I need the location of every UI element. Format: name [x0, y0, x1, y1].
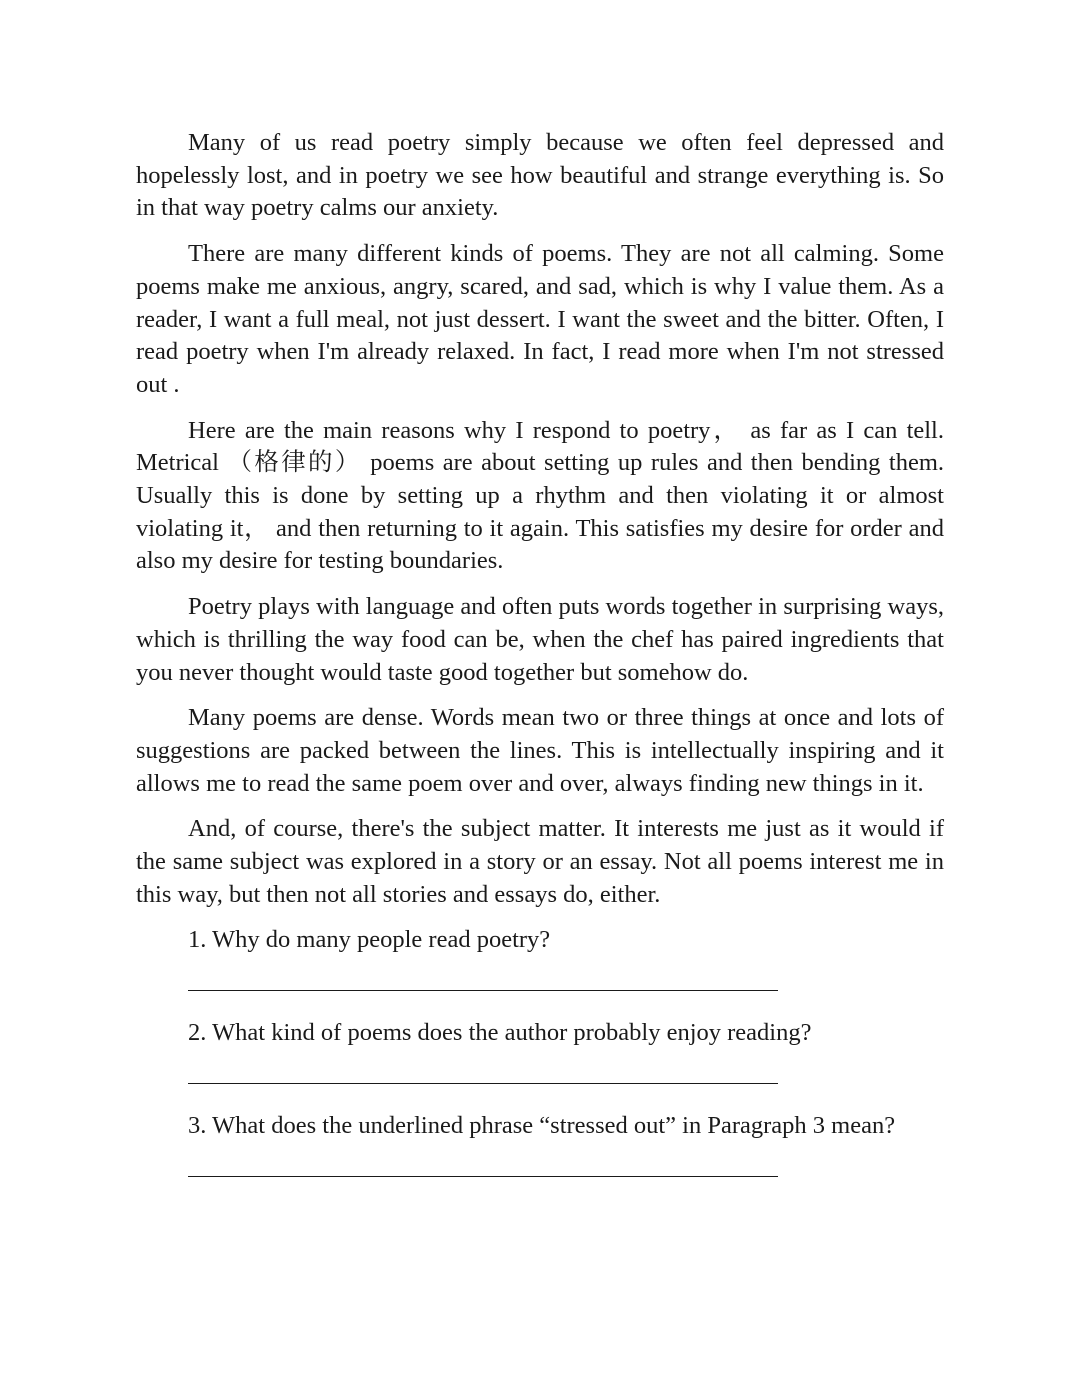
- worksheet-page: [136, 127, 944, 1177]
- paragraph-3: Here are the main reasons why I respond to poetry， as far as I can tell. Metrical （格律的） poems are about setting up rules and then bending them. Usually this is done by setting up a rhythm and then violating it or almost violating it， and then returning to it again. This satisfies my desire for order and also my desire for testing boundaries.: [136, 416, 944, 575]
- spacer: [136, 991, 944, 1017]
- answer-gap: [136, 1050, 944, 1083]
- paragraph-1: Many of us read poetry simply because we often feel depressed and hopelessly lost, and in poetry we see how beautiful and strange everything is. So in that way poetry calms our anxiety.: [136, 129, 944, 222]
- question-2: 2. What kind of poems does the author probably enjoy reading?: [188, 1019, 812, 1047]
- paragraph-4: Poetry plays with language and often puts words together in surprising ways, which is thrilling the way food can be, when the chef has paired ingredients that you never thought would taste good together but somehow do.: [136, 593, 944, 686]
- paragraph-5: Many poems are dense. Words mean two or three things at once and lots of suggestions are packed between the lines. This is intellectually inspiring and it allows me to read the same poem over and over, always finding new things in it.: [136, 704, 944, 797]
- answer-gap: [136, 957, 944, 990]
- answer-line-3[interactable]: [188, 1176, 778, 1177]
- answer-gap: [136, 1143, 944, 1176]
- paragraph-2: There are many different kinds of poems. They are not all calming. Some poems make me anxious, angry, scared, and sad, which is why I value them. As a reader, I want a full meal, not just dessert. I want the sweet and the bitter. Often, I read poetry when I'm already relaxed. In fact, I read more when I'm not stressed out .: [136, 240, 944, 398]
- spacer: [136, 1084, 944, 1110]
- paragraph-6: And, of course, there's the subject matter. It interests me just as it would if the same subject was explored in a story or an essay. Not all poems interest me in this way, but then not all stories and essays do, either.: [136, 815, 944, 908]
- question-3: 3. What does the underlined phrase “stressed out” in Paragraph 3 mean?: [188, 1111, 896, 1139]
- question-1: 1. Why do many people read poetry?: [188, 926, 551, 954]
